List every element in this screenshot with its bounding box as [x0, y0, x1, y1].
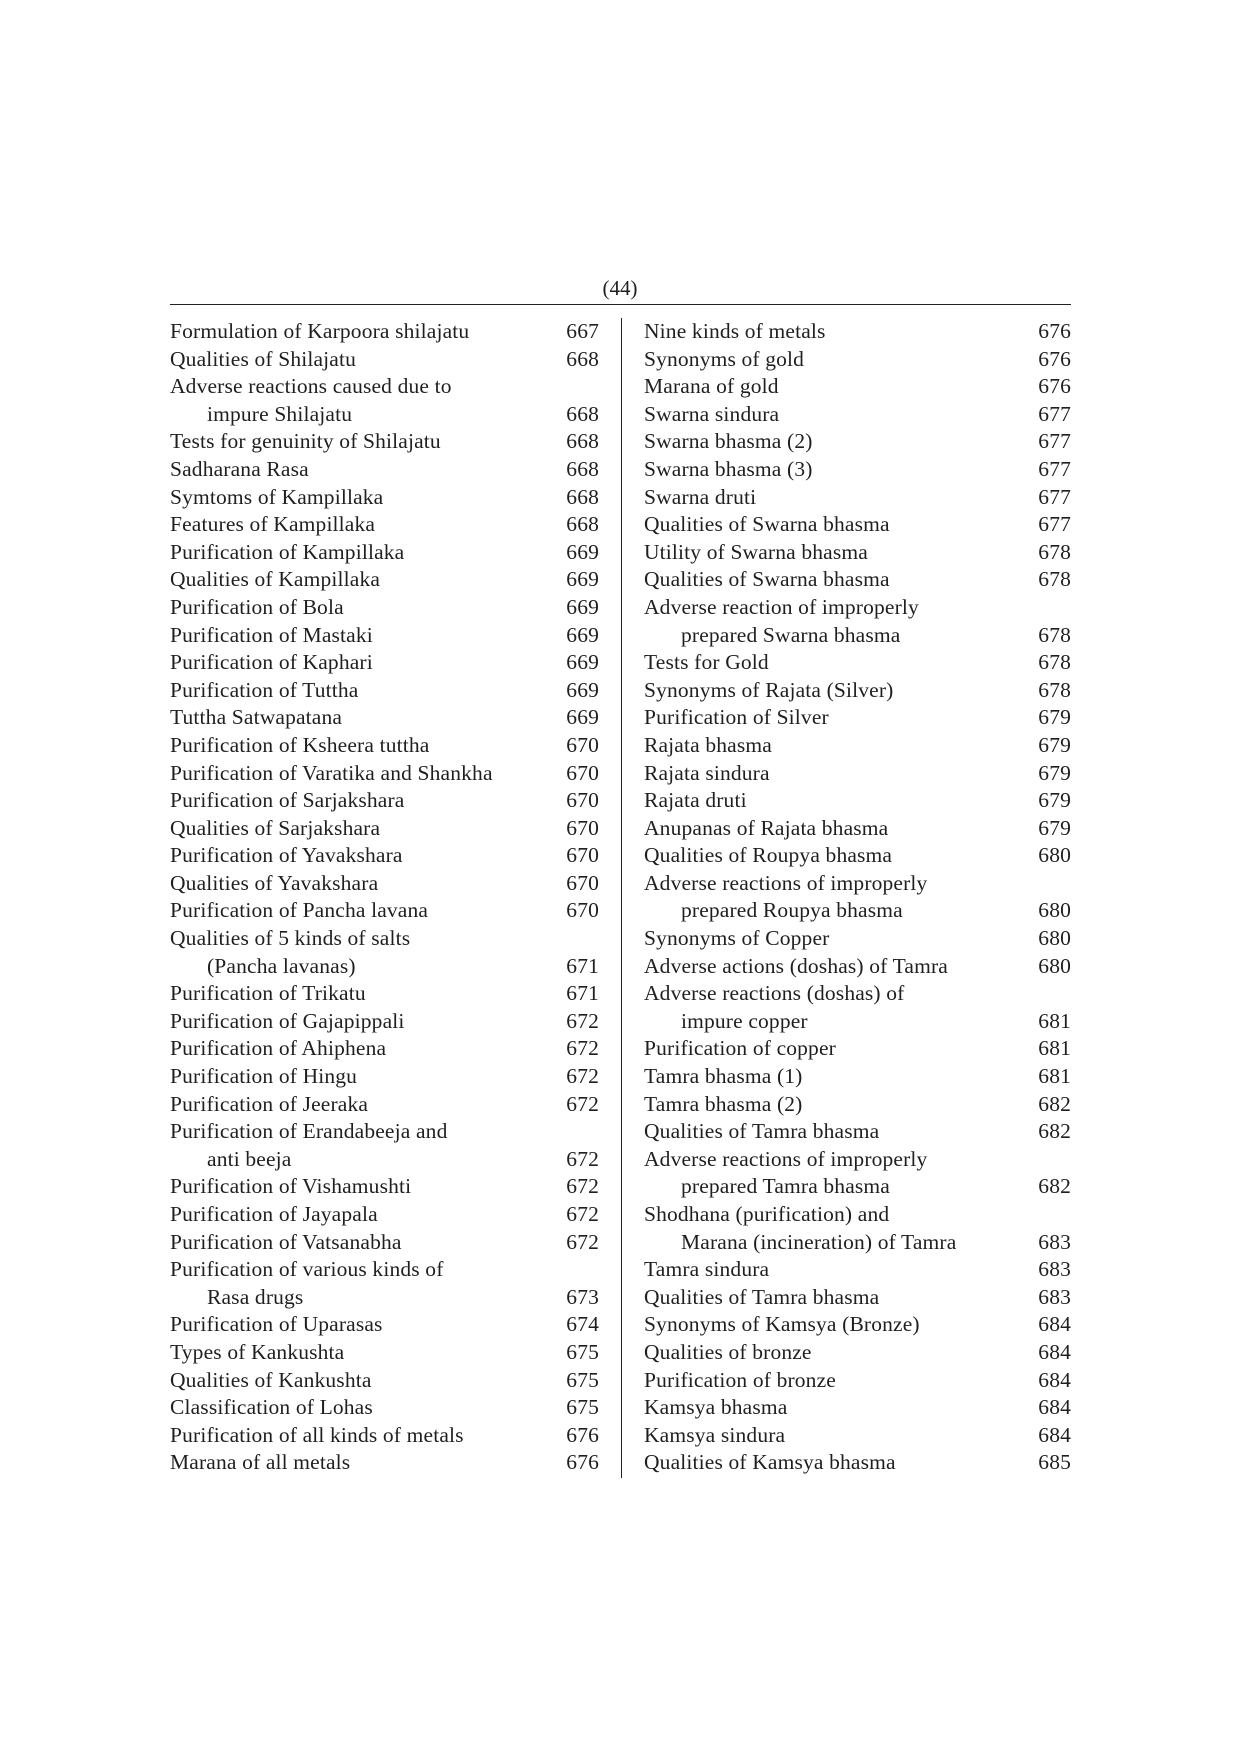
toc-entry-title: Qualities of Kankushta [170, 1367, 372, 1392]
toc-entry [170, 539, 599, 567]
toc-entry-page: 677 [1038, 512, 1071, 537]
toc-entry-page: 676 [1038, 319, 1071, 343]
toc-entry [644, 925, 1071, 953]
toc-entry-page: 668 [566, 484, 599, 509]
page-number: (44) [602, 276, 638, 300]
toc-entry-title: Swarna bhasma (2) [644, 429, 813, 454]
toc-entry-page: 669 [566, 650, 599, 675]
toc-entry [170, 1256, 599, 1284]
toc-entry-page: 672 [566, 1036, 599, 1061]
toc-entry [644, 870, 1071, 898]
toc-entry-page: 672 [566, 1174, 599, 1199]
toc-entry-page: 681 [1038, 1008, 1071, 1033]
toc-entry-title: Purification of Yavakshara [170, 843, 403, 868]
toc-entry-page: 676 [1038, 346, 1071, 371]
toc-entry [170, 511, 599, 539]
toc-entry-page: 682 [1038, 1119, 1071, 1144]
toc-entry-title: Synonyms of Rajata (Silver) [644, 677, 894, 702]
toc-entry-title: prepared Swarna bhasma [681, 622, 901, 647]
toc-entry-title: Swarna druti [644, 484, 757, 509]
toc-entry-title: Adverse actions (doshas) of Tamra [644, 953, 948, 978]
toc-entry-title: Nine kinds of metals [644, 319, 826, 343]
toc-entry [170, 1091, 599, 1119]
toc-entry-title: Purification of Mastaki [170, 622, 373, 647]
toc-entry-page: 678 [1038, 539, 1071, 564]
toc-entry-page: 684 [1038, 1422, 1071, 1447]
toc-entry-title: Kamsya sindura [644, 1422, 786, 1447]
toc-entry [644, 1008, 1071, 1036]
toc-entry-title: Qualities of Kampillaka [170, 567, 381, 592]
toc-entry-page: 679 [1038, 815, 1071, 840]
toc-entry-title: Purification of various kinds of [170, 1257, 444, 1282]
toc-entry-page: 670 [566, 870, 599, 895]
toc-entry [170, 732, 599, 760]
toc-entry [170, 1146, 599, 1174]
toc-entry-title: anti beeja [207, 1146, 292, 1171]
toc-entry-page: 675 [566, 1367, 599, 1392]
toc-entry [170, 760, 599, 788]
toc-entry [644, 649, 1071, 677]
toc-entry-title: Purification of Vishamushti [170, 1174, 412, 1199]
toc-entry-title: Qualities of Shilajatu [170, 346, 357, 371]
toc-entry [170, 1063, 599, 1091]
toc-entry-title: Marana (incineration) of Tamra [681, 1229, 957, 1254]
toc-entry-title: Qualities of Tamra bhasma [644, 1119, 880, 1144]
toc-entry [644, 897, 1071, 925]
toc-entry-page: 673 [566, 1284, 599, 1309]
toc-entry [644, 1256, 1071, 1284]
toc-entry-page: 675 [566, 1395, 599, 1420]
toc-entry [644, 456, 1071, 484]
toc-entry-page: 680 [1038, 926, 1071, 951]
toc-entry-page: 685 [1038, 1450, 1071, 1475]
toc-entry-page: 678 [1038, 622, 1071, 647]
toc-entry-title: Formulation of Karpoora shilajatu [170, 319, 470, 343]
toc-entry-title: Purification of Bola [170, 594, 344, 619]
toc-entry-page: 670 [566, 788, 599, 813]
toc-entry [170, 897, 599, 925]
toc-entry-title: Purification of copper [644, 1036, 836, 1061]
toc-entry-page: 672 [566, 1091, 599, 1116]
toc-entry [170, 1449, 599, 1477]
toc-entry-page: 684 [1038, 1312, 1071, 1337]
toc-entry [644, 677, 1071, 705]
toc-entry [170, 649, 599, 677]
toc-entry-page: 668 [566, 401, 599, 426]
toc-entry-title: (Pancha lavanas) [207, 953, 356, 978]
toc-entry [170, 318, 599, 346]
toc-entry-page: 676 [566, 1422, 599, 1447]
toc-entry-page: 675 [566, 1339, 599, 1364]
toc-entry-title: prepared Tamra bhasma [681, 1174, 890, 1199]
toc-entry-title: Tests for genuinity of Shilajatu [170, 429, 441, 454]
toc-entry-page: 681 [1038, 1036, 1071, 1061]
toc-entry [644, 1035, 1071, 1063]
toc-entry [644, 594, 1071, 622]
toc-entry [644, 1146, 1071, 1174]
toc-entry [170, 456, 599, 484]
toc-entry-title: Tuttha Satwapatana [170, 705, 343, 730]
toc-entry [170, 953, 599, 981]
toc-entry [644, 539, 1071, 567]
toc-entry [170, 622, 599, 650]
toc-entry-page: 678 [1038, 650, 1071, 675]
toc-entry-title: Adverse reactions of improperly [644, 1146, 928, 1171]
toc-entry [170, 980, 599, 1008]
toc-entry [644, 1284, 1071, 1312]
toc-entry [644, 760, 1071, 788]
toc-entry-page: 676 [1038, 374, 1071, 399]
toc-entry-page: 669 [566, 705, 599, 730]
toc-entry-page: 682 [1038, 1091, 1071, 1116]
toc-entry-page: 669 [566, 677, 599, 702]
toc-entry-title: Rajata bhasma [644, 732, 772, 757]
toc-entry-page: 668 [566, 346, 599, 371]
toc-entry [170, 704, 599, 732]
toc-entry-title: Purification of bronze [644, 1367, 836, 1392]
toc-entry [644, 1201, 1071, 1229]
toc-entry [170, 428, 599, 456]
toc-entry-page: 679 [1038, 732, 1071, 757]
toc-entry-page: 669 [566, 622, 599, 647]
toc-entry-title: Tamra bhasma (2) [644, 1091, 803, 1116]
column-divider [621, 318, 622, 1478]
toc-entry-title: Purification of Jayapala [170, 1202, 378, 1226]
toc-entry [170, 1339, 599, 1367]
toc-entry-title: Qualities of Swarna bhasma [644, 512, 890, 537]
toc-entry [644, 373, 1071, 401]
toc-entry [644, 511, 1071, 539]
toc-entry-page: 677 [1038, 429, 1071, 454]
toc-entry [170, 925, 599, 953]
toc-entry-title: Classification of Lohas [170, 1395, 373, 1420]
toc-entry [644, 980, 1071, 1008]
toc-entry-title: Purification of Uparasas [170, 1312, 383, 1337]
toc-entry [644, 566, 1071, 594]
toc-entry-title: Purification of Ahiphena [170, 1036, 387, 1061]
toc-entry-title: Purification of Tuttha [170, 677, 359, 702]
toc-entry-title: Rajata sindura [644, 760, 770, 785]
toc-entry [644, 815, 1071, 843]
toc-entry-title: prepared Roupya bhasma [681, 898, 903, 923]
toc-entry [644, 1339, 1071, 1367]
toc-entry-page: 667 [566, 319, 599, 343]
toc-entry [170, 1284, 599, 1312]
toc-entry [644, 1367, 1071, 1395]
toc-entry-title: Tamra sindura [644, 1257, 770, 1282]
toc-entry [170, 815, 599, 843]
toc-entry-title: Purification of all kinds of metals [170, 1422, 464, 1447]
toc-entry-page: 672 [566, 1229, 599, 1254]
toc-entry [644, 704, 1071, 732]
toc-entry [644, 1091, 1071, 1119]
toc-entry-page: 670 [566, 898, 599, 923]
toc-entry [170, 1035, 599, 1063]
toc-entry-title: Purification of Trikatu [170, 981, 366, 1006]
toc-entry-title: Purification of Varatika and Shankha [170, 760, 493, 785]
toc-entry [170, 1173, 599, 1201]
toc-entry-title: Shodhana (purification) and [644, 1202, 890, 1226]
toc-entry-page: 670 [566, 732, 599, 757]
toc-entry-title: Qualities of Kamsya bhasma [644, 1450, 896, 1475]
toc-entry-title: Swarna sindura [644, 401, 780, 426]
toc-entry [170, 1201, 599, 1229]
toc-entry [644, 953, 1071, 981]
toc-entry-page: 668 [566, 456, 599, 481]
toc-entry-title: Adverse reactions (doshas) of [644, 981, 905, 1006]
toc-entry-title: Qualities of Yavakshara [170, 870, 379, 895]
top-rule [170, 304, 1071, 305]
toc-entry-page: 680 [1038, 843, 1071, 868]
toc-entry-title: Kamsya bhasma [644, 1395, 788, 1420]
toc-entry [644, 1118, 1071, 1146]
toc-entry-page: 669 [566, 567, 599, 592]
toc-entry-title: Purification of Jeeraka [170, 1091, 369, 1116]
toc-entry [644, 622, 1071, 650]
toc-entry-title: Anupanas of Rajata bhasma [644, 815, 889, 840]
toc-entry-title: Types of Kankushta [170, 1339, 345, 1364]
toc-entry [644, 401, 1071, 429]
toc-entry-page: 677 [1038, 401, 1071, 426]
toc-entry [170, 677, 599, 705]
toc-entry [170, 1118, 599, 1146]
toc-entry-title: Tests for Gold [644, 650, 769, 675]
toc-entry [170, 870, 599, 898]
toc-entry-page: 674 [566, 1312, 599, 1337]
toc-entry-title: Qualities of Roupya bhasma [644, 843, 893, 868]
toc-entry-title: Adverse reactions caused due to [170, 374, 452, 399]
toc-entry-page: 684 [1038, 1339, 1071, 1364]
toc-entry [170, 1311, 599, 1339]
toc-entry-title: Purification of Silver [644, 705, 829, 730]
toc-entry [644, 1063, 1071, 1091]
toc-entry-title: Rasa drugs [207, 1284, 304, 1309]
toc-entry [170, 1229, 599, 1257]
toc-entry-page: 672 [566, 1008, 599, 1033]
toc-entry-title: Marana of all metals [170, 1450, 351, 1475]
toc-entry [644, 1449, 1071, 1477]
toc-entry-page: 679 [1038, 788, 1071, 813]
toc-entry [644, 842, 1071, 870]
toc-entry [644, 1394, 1071, 1422]
toc-entry-title: Qualities of Tamra bhasma [644, 1284, 880, 1309]
toc-entry-page: 668 [566, 429, 599, 454]
toc-entry-page: 671 [566, 981, 599, 1006]
toc-entry-page: 683 [1038, 1257, 1071, 1282]
toc-entry-title: Purification of Sarjakshara [170, 788, 405, 813]
toc-entry-title: Qualities of Swarna bhasma [644, 567, 890, 592]
toc-entry-page: 681 [1038, 1064, 1071, 1089]
toc-entry [170, 566, 599, 594]
toc-right-column [644, 318, 1071, 1477]
toc-entry-page: 680 [1038, 953, 1071, 978]
toc-entry [644, 1311, 1071, 1339]
toc-entry [170, 373, 599, 401]
toc-entry-title: impure copper [681, 1008, 808, 1033]
toc-entry [644, 1229, 1071, 1257]
toc-entry-title: Purification of Gajapippali [170, 1008, 405, 1033]
toc-entry-page: 672 [566, 1064, 599, 1089]
toc-entry [644, 484, 1071, 512]
toc-entry-title: Purification of Ksheera tuttha [170, 732, 430, 757]
toc-entry-title: Purification of Hingu [170, 1064, 358, 1089]
toc-entry-page: 684 [1038, 1395, 1071, 1420]
toc-entry-page: 679 [1038, 705, 1071, 730]
toc-entry-title: Swarna bhasma (3) [644, 456, 813, 481]
toc-entry-title: Qualities of 5 kinds of salts [170, 926, 411, 951]
toc-entry-page: 683 [1038, 1284, 1071, 1309]
toc-entry-title: Purification of Erandabeeja and [170, 1119, 448, 1144]
toc-entry [170, 484, 599, 512]
toc-entry-title: Purification of Kaphari [170, 650, 373, 675]
toc-entry-page: 672 [566, 1202, 599, 1226]
toc-entry-title: Symtoms of Kampillaka [170, 484, 384, 509]
toc-entry [644, 1173, 1071, 1201]
toc-entry-page: 676 [566, 1450, 599, 1475]
toc-entry-title: Synonyms of Copper [644, 926, 830, 951]
toc-entry-page: 670 [566, 760, 599, 785]
toc-entry-title: Purification of Vatsanabha [170, 1229, 402, 1254]
toc-entry-page: 672 [566, 1146, 599, 1171]
toc-entry [170, 1008, 599, 1036]
toc-entry-page: 677 [1038, 456, 1071, 481]
toc-entry-page: 671 [566, 953, 599, 978]
toc-entry-page: 669 [566, 539, 599, 564]
toc-entry [170, 1367, 599, 1395]
toc-entry [644, 318, 1071, 346]
toc-entry-title: impure Shilajatu [207, 401, 353, 426]
toc-entry-page: 669 [566, 594, 599, 619]
toc-entry [644, 732, 1071, 760]
toc-entry-page: 684 [1038, 1367, 1071, 1392]
toc-entry-title: Rajata druti [644, 788, 747, 813]
toc-entry-title: Purification of Pancha lavana [170, 898, 429, 923]
toc-left-column [170, 318, 599, 1477]
toc-entry-title: Adverse reaction of improperly [644, 594, 919, 619]
toc-entry-title: Qualities of Sarjakshara [170, 815, 381, 840]
toc-entry-title: Qualities of bronze [644, 1339, 812, 1364]
toc-entry [644, 346, 1071, 374]
toc-entry-page: 679 [1038, 760, 1071, 785]
toc-entry-page: 678 [1038, 567, 1071, 592]
toc-entry-page: 670 [566, 843, 599, 868]
toc-entry [644, 1422, 1071, 1450]
toc-entry-title: Sadharana Rasa [170, 456, 309, 481]
toc-entry-title: Tamra bhasma (1) [644, 1064, 803, 1089]
toc-entry [644, 428, 1071, 456]
toc-entry [170, 401, 599, 429]
toc-entry-title: Features of Kampillaka [170, 512, 376, 537]
toc-entry-title: Utility of Swarna bhasma [644, 539, 868, 564]
toc-entry-page: 668 [566, 512, 599, 537]
toc-entry-page: 670 [566, 815, 599, 840]
toc-entry [644, 787, 1071, 815]
toc-entry-title: Purification of Kampillaka [170, 539, 405, 564]
toc-entry-title: Synonyms of gold [644, 346, 805, 371]
toc-entry [170, 346, 599, 374]
toc-entry [170, 1394, 599, 1422]
toc-entry-page: 683 [1038, 1229, 1071, 1254]
toc-entry-page: 682 [1038, 1174, 1071, 1199]
toc-entry [170, 1422, 599, 1450]
toc-entry-title: Marana of gold [644, 374, 779, 399]
toc-entry-page: 678 [1038, 677, 1071, 702]
toc-entry-page: 677 [1038, 484, 1071, 509]
toc-entry [170, 594, 599, 622]
toc-entry-title: Synonyms of Kamsya (Bronze) [644, 1312, 920, 1337]
toc-entry [170, 787, 599, 815]
toc-entry-title: Adverse reactions of improperly [644, 870, 928, 895]
toc-entry [170, 842, 599, 870]
toc-entry-page: 680 [1038, 898, 1071, 923]
